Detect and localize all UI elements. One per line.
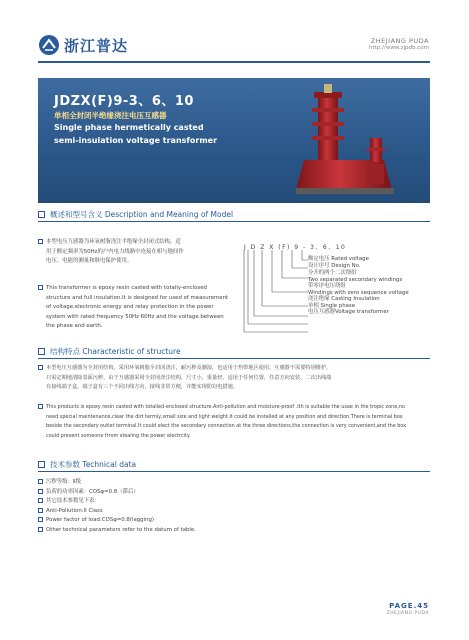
bullet-square-icon [38, 285, 43, 290]
bullet-square-icon [38, 365, 43, 370]
section-divider [38, 358, 430, 359]
section-divider [38, 221, 430, 222]
logo [38, 34, 128, 56]
hero-banner [38, 78, 430, 203]
bullet-square-icon [38, 527, 43, 532]
section-marker-icon [38, 461, 45, 468]
legend-item: 带零序电压绕组 [308, 283, 346, 289]
structure-cn: 本型电压互感器为全封闭结构，采用环氧树脂全封闭浇注，耐污秽及潮湿，也适用于热带地区使用，互感器不需要特别维护， 只需定期地清除表面污秽，由于互感器采用全封闭浇注结构，尺寸小，重量轻，适用于任何位置，任意方向安装，二次出线端 有接线端子盒，端子盒有三个不同出线方向，接线非常方便，并能实现防窃电措施。 [38, 364, 430, 393]
bullet-square-icon [38, 479, 43, 484]
description-en: This transformer is epoxy resin casted with totally-enclosed structure and full insulation.It is designed for used of measurement of voltage,electronic energy and relay protection in the power system with rated frequency 50Hz 60Hz and the voltage between the phase and earth. [38, 284, 243, 332]
bullet-square-icon [38, 239, 43, 244]
bullet-square-icon [38, 404, 43, 409]
legend-item: 分开的两个二次绕组 [308, 270, 357, 276]
hero-title: JDZX(F)9-3、6、10 [54, 94, 194, 109]
page-number: PAGE.45 [389, 602, 429, 610]
legend-item: 浇注绝缘 Casting Insulation [308, 296, 380, 302]
list-item: 污秽等级：Ⅱ级 [38, 478, 338, 488]
model-legend [308, 256, 409, 316]
bullet-square-icon [38, 489, 43, 494]
brand-name: 浙江普达 [64, 36, 129, 55]
section-marker-icon [38, 348, 45, 355]
hero-subtitle-en-2: semi-insulation voltage transformer [54, 136, 218, 145]
list-item: Anti-Pollution:II Class [38, 507, 338, 517]
legend-item: Windings with zero sequence voltage [308, 289, 409, 296]
brand-english: ZHEJIANG PUDA [370, 37, 429, 45]
legend-item: 单相 Single phase [308, 302, 356, 309]
structure-en: This products is epoxy resin casted with totalled-enclosed structure.Anti-pollution and moisture-proof .Ith is suitable the usae in the tropic zone,no need special maintenance,clear the dirt termly,small size and light weight.It could be installed at any position and direction.There is terminal box beside the secondary outlet terminal.It could elect the secondary connection at the three directions,the connection is very convenient,and the box could present someone frrom stealing the power electrcity. [38, 403, 430, 441]
section-technical-heading: 技术参数 Technical data [38, 458, 136, 470]
legend-item: Two separated secondary windings [308, 276, 403, 283]
list-item: 其它技术参数见下表： [38, 497, 338, 507]
legend-item: 设计序号 Design No. [308, 262, 361, 269]
puda-logo-icon [38, 34, 60, 56]
brand-url: http://www.zjpdb.com [369, 45, 429, 51]
header-divider [38, 61, 430, 63]
transformer-photo [274, 78, 430, 203]
legend-item: 额定电压 Rated voltage [308, 256, 369, 262]
section-marker-icon [38, 211, 45, 218]
technical-list [38, 478, 338, 536]
list-item: Other technical parameters refer to the datum of table. [38, 526, 338, 536]
section-structure-heading: 结构特点 Characteristic of structure [38, 345, 181, 357]
bullet-square-icon [38, 517, 43, 522]
bullet-square-icon [38, 498, 43, 503]
section-divider [38, 471, 430, 472]
list-item: 负荷的功率因素：COSφ=0.8（滞后） [38, 488, 338, 498]
section-description-heading: 概述和型号含义 Description and Meaning of Model [38, 208, 233, 220]
model-code: J D Z X (F) 9 - 3、6、10 [244, 244, 347, 251]
hero-subtitle-en-1: Single phase hermetically casted [54, 123, 204, 132]
list-item: Power factor of load:COSφ=0.8(lagging) [38, 516, 338, 526]
footer-brand: ZHEJIANG PUDA [386, 611, 429, 616]
legend-item: 电压互感器Voltage transformer [308, 309, 389, 315]
description-cn: 本型电压互感器为环氧树脂浇注半绝缘全封闭式结构，适 用于额定频率为50Hz的户内电力线路中连接在相与地间作 电压、电能的测量和继电保护使用。 [38, 238, 238, 267]
bullet-square-icon [38, 508, 43, 513]
page-header [0, 0, 469, 70]
hero-subtitle-cn: 单相全封闭半绝缘浇注电压互感器 [54, 111, 167, 120]
